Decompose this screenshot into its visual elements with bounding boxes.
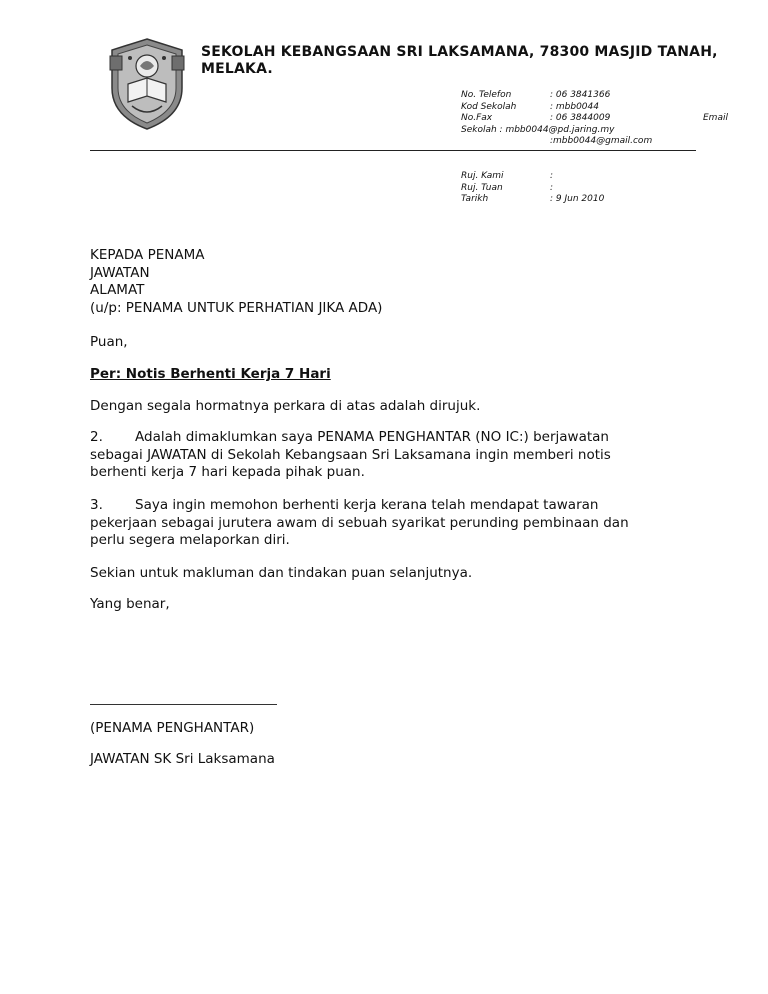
paragraph-2-number: 2.: [90, 429, 103, 445]
signature-line: [90, 704, 277, 705]
recipient-line2: JAWATAN: [90, 264, 150, 281]
paragraph-3: 3. Saya ingin memohon berhenti kerja kerana telah mendapat tawaran pekerjaan sebagai jurutera awam di sebuah syarikat perunding pembinaan dan perlu segera melaporkan diri.: [90, 497, 629, 548]
school-name: [201, 44, 721, 78]
school-name-line1: SEKOLAH KEBANGSAAN SRI LAKSAMANA, 78300 MASJID TANAH,: [201, 44, 718, 60]
school-crest-logo: [108, 36, 186, 132]
email-label: Email: [703, 113, 728, 123]
signer-title: JAWATAN SK Sri Laksamana: [90, 751, 275, 767]
recipient-line1: KEPADA PENAMA: [90, 247, 205, 263]
recipient-line3: ALAMAT: [90, 282, 145, 298]
school-name-line2: MELAKA.: [201, 61, 273, 77]
signer-name: (PENAMA PENGHANTAR): [90, 720, 255, 736]
signoff: Yang benar,: [90, 596, 170, 612]
closing-line: Sekian untuk makluman dan tindakan puan selanjutnya.: [90, 565, 473, 581]
subject-line: Per: Notis Berhenti Kerja 7 Hari: [90, 366, 331, 382]
paragraph-3-number: 3.: [90, 497, 103, 513]
recipient-line4: (u/p: PENAMA UNTUK PERHATIAN JIKA ADA): [90, 299, 383, 316]
paragraph-2: 2. Adalah dimaklumkan saya PENAMA PENGHANTAR (NO IC:) berjawatan sebagai JAWATAN di Sekolah Kebangsaan Sri Laksamana ingin memberi notis berhenti kerja 7 hari kepada pihak puan.: [90, 429, 611, 480]
paragraph-1: Dengan segala hormatnya perkara di atas adalah dirujuk.: [90, 398, 481, 414]
header-divider: [90, 150, 696, 151]
salutation: Puan,: [90, 334, 128, 350]
recipient-block: [90, 247, 382, 317]
